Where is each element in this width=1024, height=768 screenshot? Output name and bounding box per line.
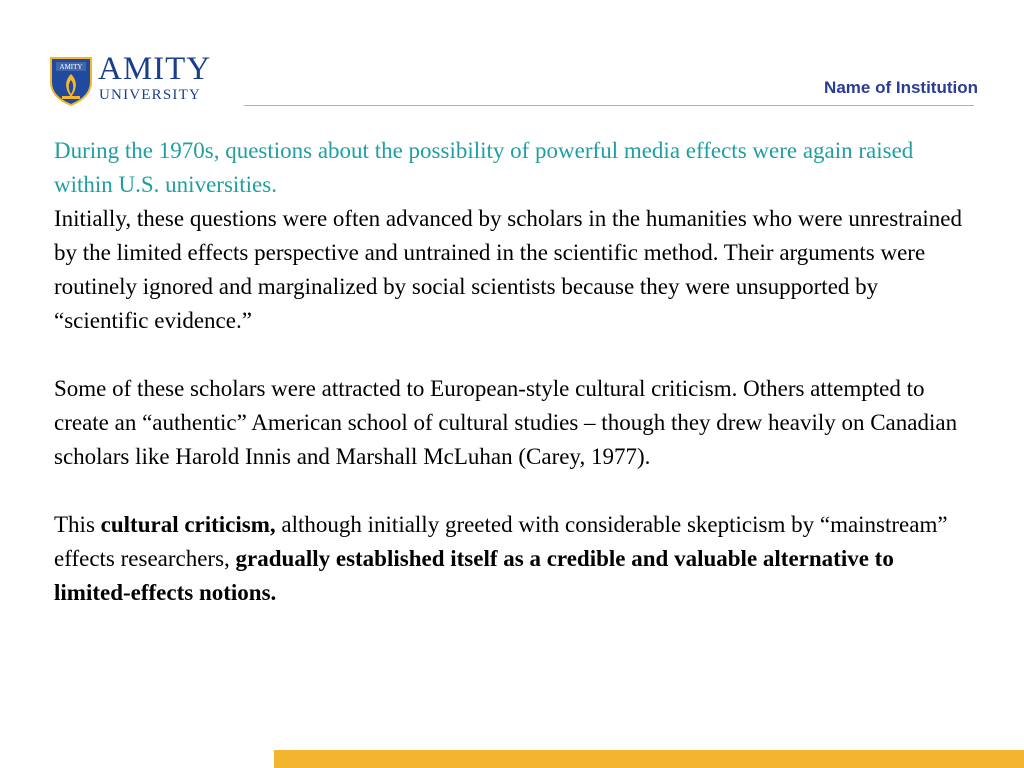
- footer-accent-bar: [274, 750, 1024, 768]
- conclusion-bold-2: gradually established itself as a credible and valuable alternative to limited-effects notions.: [54, 546, 894, 605]
- amity-shield-icon: [48, 54, 94, 106]
- conclusion-text-1: This: [54, 512, 101, 537]
- shield-label: AMITY: [59, 63, 83, 71]
- header-divider: [244, 105, 974, 106]
- intro-paragraph: During the 1970s, questions about the possibility of powerful media effects were again raised within U.S. universities.: [54, 138, 914, 197]
- logo-name: AMITY: [98, 51, 212, 87]
- logo-wordmark: [98, 52, 228, 110]
- conclusion-bold-1: cultural criticism,: [100, 512, 276, 537]
- slide-body: [54, 134, 974, 610]
- institution-name: Name of Institution: [824, 78, 978, 97]
- paragraph-conclusion: [54, 508, 974, 610]
- paragraph-humanities: Initially, these questions were often advanced by scholars in the humanities who were unrestrained by the limited effects perspective and untrained in the scientific method. Their arguments were routinely ignored and marginalized by social scientists because they were unsupported by “scientific evidence.”: [54, 206, 963, 333]
- paragraph-gap: [54, 474, 974, 508]
- conclusion-text-2: although initially greeted with considerable skepticism by “mainstream” effects researchers,: [54, 512, 948, 571]
- amity-university-logo: [48, 52, 228, 110]
- paragraph-cultural-criticism: Some of these scholars were attracted to European-style cultural criticism. Others attempted to create an “authentic” American school of cultural studies – though they drew heavily on Canadian scholars like Harold Innis and Marshall McLuhan (Carey, 1977).: [54, 376, 958, 469]
- logo-subtitle: UNIVERSITY: [99, 87, 201, 103]
- paragraph-gap: [54, 338, 974, 372]
